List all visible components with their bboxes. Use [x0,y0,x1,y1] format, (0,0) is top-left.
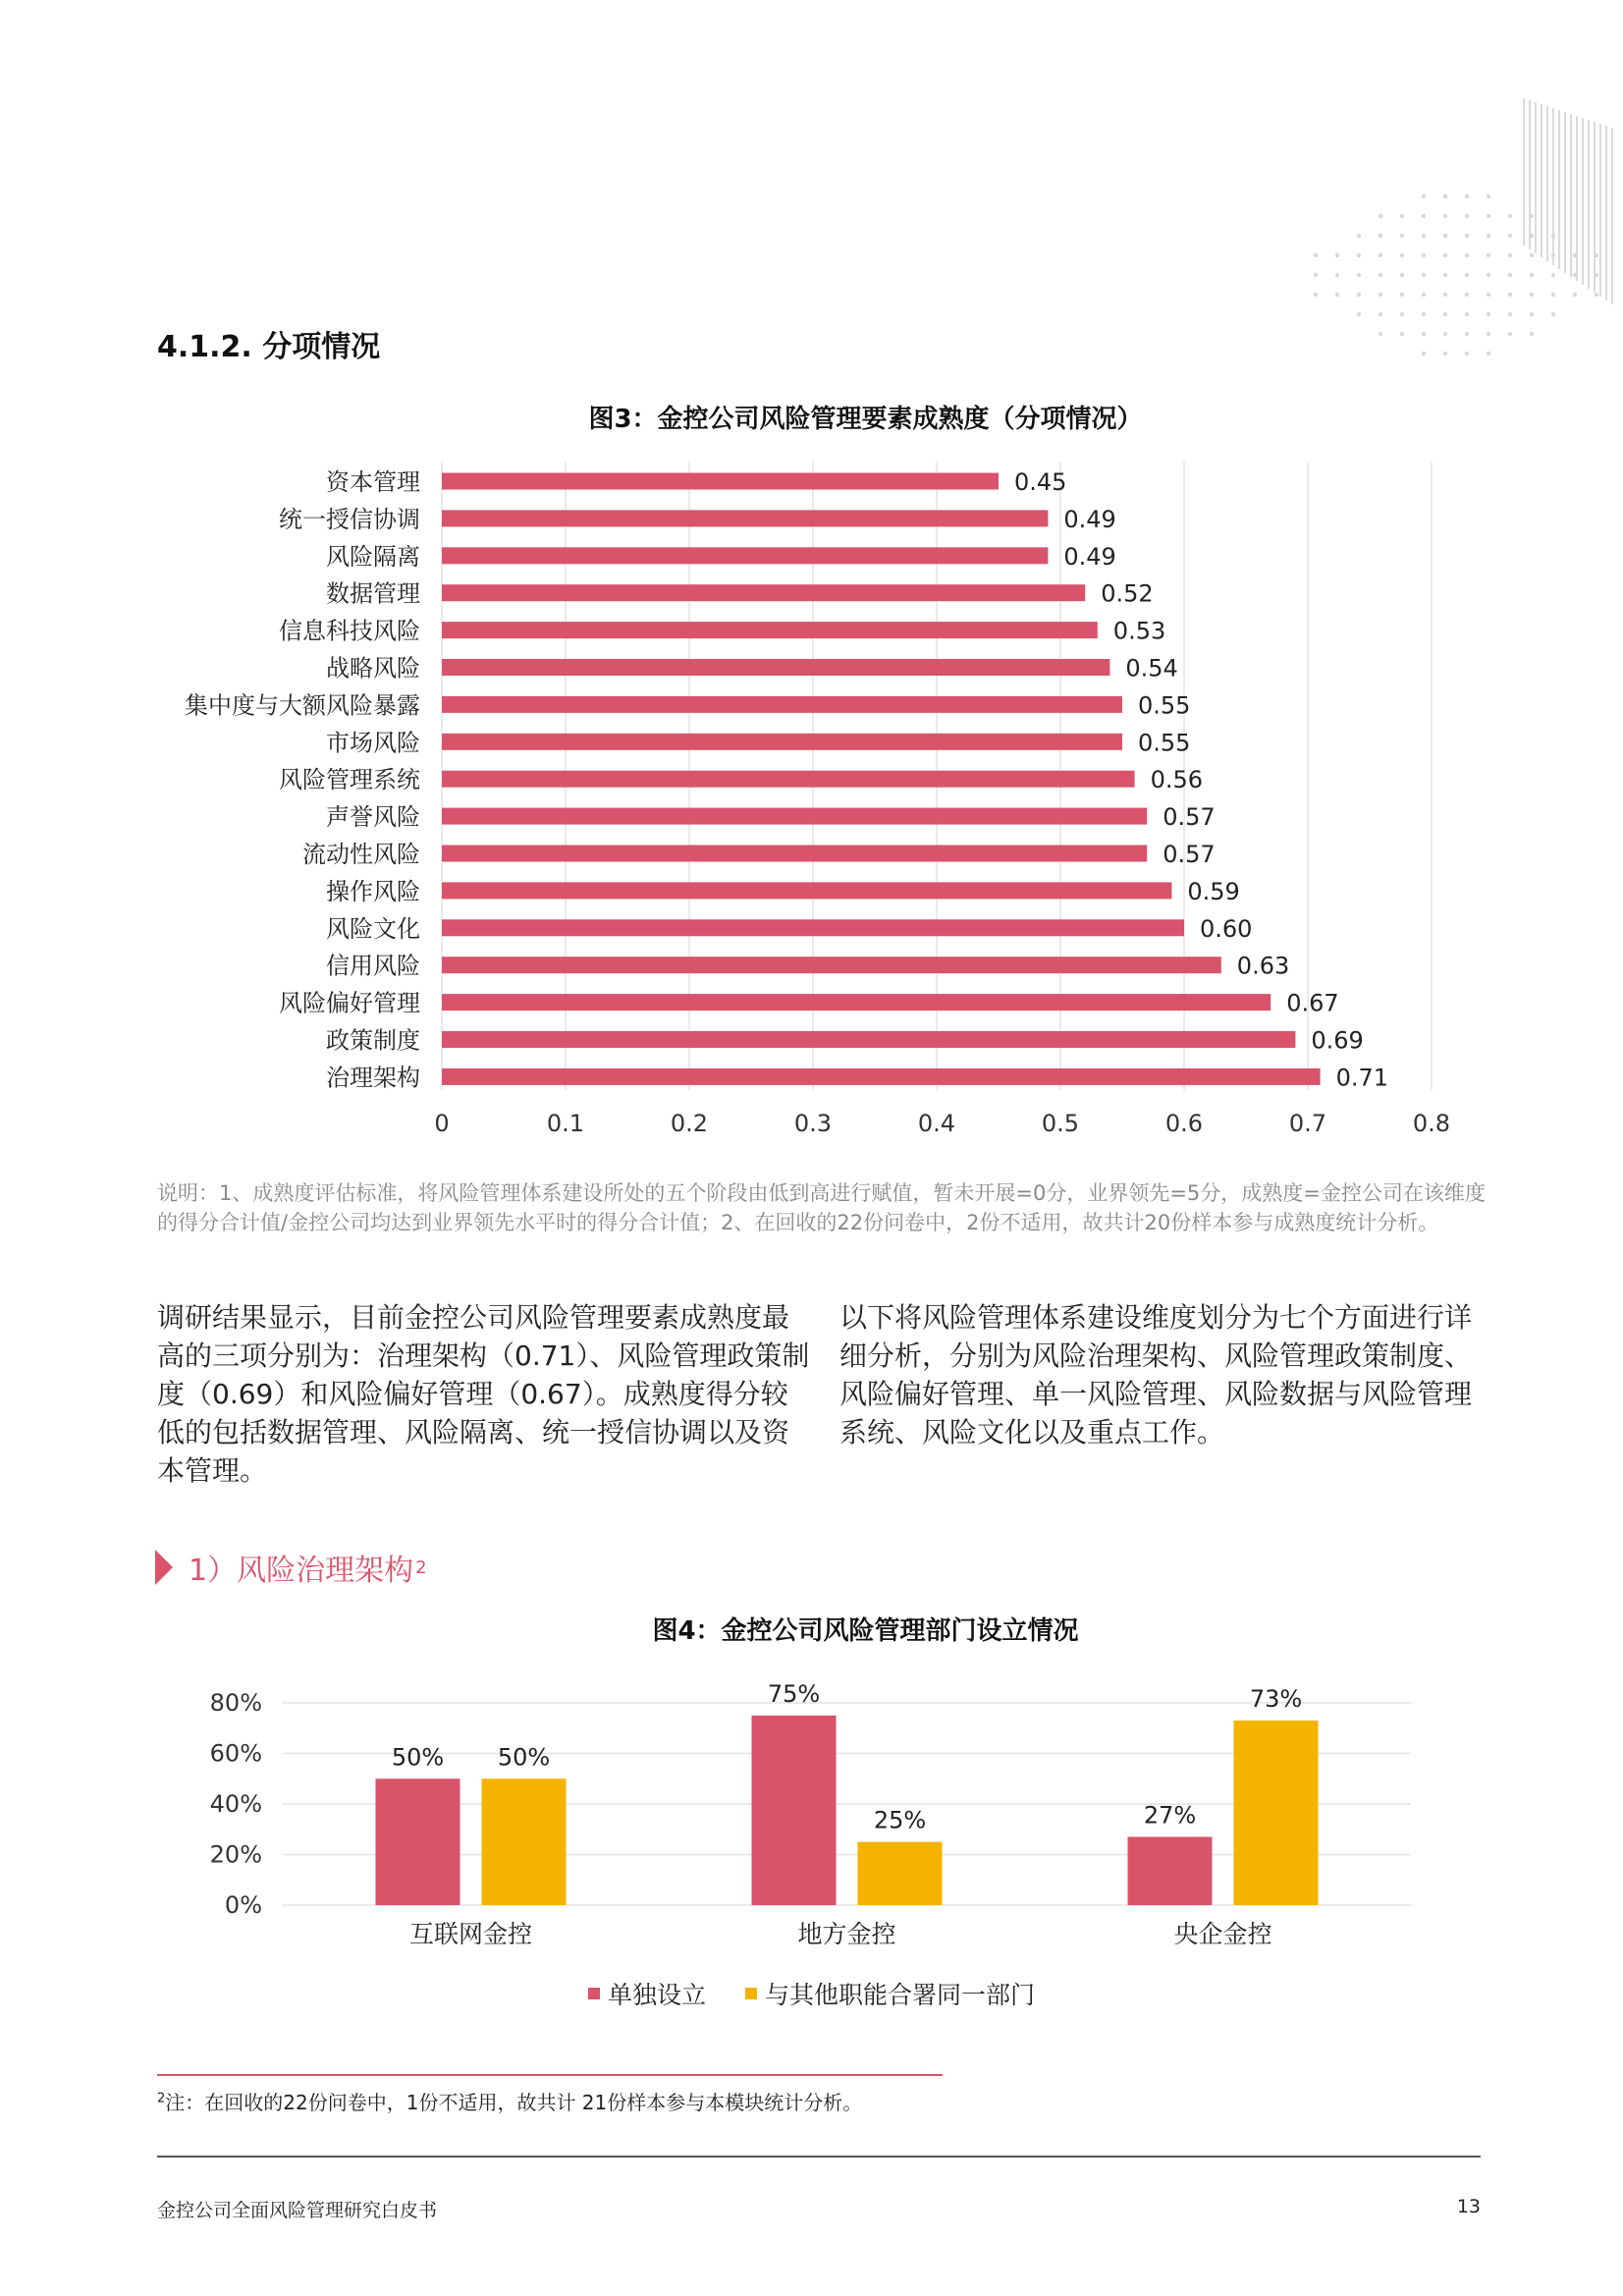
deco-dot [1443,234,1447,238]
bar [442,957,1221,973]
deco-dot [1357,312,1361,316]
bar [442,734,1122,750]
deco-dot [1443,194,1447,198]
deco-dot [1530,234,1534,238]
deco-dot [1530,332,1534,336]
category-label: 数据管理 [326,579,420,608]
value-label: 0.52 [1101,579,1154,608]
category-label: 信息科技风险 [279,617,420,645]
deco-dot [1465,234,1469,238]
chart-legend [0,1976,1623,2011]
deco-dot [1551,293,1555,297]
body-text-left: 调研结果显示，目前金控公司风险管理要素成熟度最高的三项分别为：治理架构（0.71）、风险管理政策制度（0.69）和风险偏好管理（0.67）。成熟度得分较低的包括数据管理、风险隔离、统一授信协调以及资本管理。 [157,1301,810,1487]
deco-dot [1335,253,1339,257]
deco-dot [1487,253,1490,257]
subsection-label: 1）风险治理架构 [189,1554,414,1588]
value-label: 50% [391,1743,445,1772]
deco-dot [1314,253,1318,257]
deco-dot [1530,273,1534,277]
decorative-pattern [1296,88,1623,412]
deco-dot [1465,332,1469,336]
deco-dot [1465,312,1469,316]
bar [442,696,1122,713]
deco-dot [1530,214,1534,218]
value-label: 25% [873,1806,927,1834]
deco-dot [1443,253,1447,257]
value-label: 73% [1249,1685,1303,1714]
deco-dot [1487,312,1490,316]
section-heading: 4.1.2. 分项情况 [157,330,381,364]
deco-dot [1508,293,1512,297]
deco-dot [1508,273,1512,277]
bar [442,510,1048,526]
maturity-bar-chart [0,442,1623,1149]
deco-dot [1487,194,1490,198]
x-tick-label: 0.8 [1412,1110,1451,1137]
value-label: 0.59 [1187,877,1240,905]
deco-dot [1551,312,1555,316]
bar [442,994,1271,1011]
deco-dot [1443,293,1447,297]
value-label: 0.54 [1125,654,1178,683]
deco-dot [1400,312,1404,316]
deco-dot [1487,352,1490,355]
deco-dot [1465,293,1469,297]
bar [442,808,1147,825]
category-label: 集中度与大额风险暴露 [185,691,420,720]
value-label: 0.69 [1311,1026,1364,1055]
deco-dot [1465,273,1469,277]
deco-dot [1335,293,1339,297]
deco-dot [1357,293,1361,297]
deco-dot [1551,234,1555,238]
deco-dot [1573,273,1577,277]
value-label: 0.57 [1163,841,1216,868]
deco-dot [1508,332,1512,336]
subsection-heading [155,1546,427,1589]
deco-dot [1357,273,1361,277]
deco-dot [1379,253,1382,257]
deco-dot [1465,352,1469,355]
footer-divider [157,2156,1481,2158]
category-label: 市场风险 [326,729,420,757]
deco-dot [1400,214,1404,218]
y-tick-label: 40% [209,1790,262,1818]
bar [1128,1836,1213,1905]
value-label: 0.55 [1138,729,1191,757]
deco-dot [1422,352,1426,355]
bar [442,584,1085,601]
category-label: 战略风险 [326,654,420,683]
bar [376,1778,460,1905]
deco-dot [1443,214,1447,218]
bar [752,1716,837,1905]
legend-item-separate [588,1976,706,2011]
deco-dot [1422,312,1426,316]
value-label: 0.49 [1063,505,1116,533]
value-label: 0.71 [1335,1064,1389,1092]
category-label: 风险偏好管理 [279,989,420,1017]
footnote-divider [157,2074,943,2076]
deco-dot [1379,214,1382,218]
deco-dot [1487,332,1490,336]
legend-label: 单独设立 [607,1981,706,2009]
deco-dot [1530,253,1534,257]
value-label: 0.55 [1138,691,1191,720]
category-label: 风险文化 [326,914,420,943]
deco-dot [1595,273,1598,277]
footer-title: 金控公司全面风险管理研究白皮书 [157,2200,438,2221]
footnote [157,2087,862,2115]
bar [1234,1721,1319,1905]
y-tick-label: 60% [209,1739,262,1768]
bar [442,1068,1321,1085]
deco-dot [1422,273,1426,277]
value-label: 0.45 [1014,468,1067,496]
deco-dot [1595,293,1598,297]
deco-dot [1508,253,1512,257]
category-label: 资本管理 [326,468,420,496]
figure4-title: 图4：金控公司风险管理部门设立情况 [652,1616,1079,1646]
deco-dot [1573,293,1577,297]
deco-dot [1530,293,1534,297]
legend-swatch-gold [745,1988,757,1999]
y-tick-label: 20% [209,1840,262,1869]
x-tick-label: 0 [434,1110,450,1137]
value-label: 0.67 [1286,989,1339,1017]
x-tick-label: 0.6 [1164,1110,1204,1137]
category-label: 流动性风险 [302,841,420,868]
deco-dot [1487,273,1490,277]
deco-dot [1422,332,1426,336]
deco-dot [1379,312,1382,316]
deco-dot [1314,273,1318,277]
deco-dot [1400,273,1404,277]
deco-dot [1573,253,1577,257]
deco-dot [1443,273,1447,277]
deco-dot [1422,214,1426,218]
page-number: 13 [1456,2196,1481,2217]
x-tick-label: 0.7 [1288,1110,1327,1137]
category-label: 地方金控 [797,1920,896,1948]
value-label: 0.60 [1200,914,1253,943]
value-label: 50% [497,1743,551,1772]
deco-dot [1357,253,1361,257]
deco-dot [1551,253,1555,257]
bar [482,1778,567,1905]
deco-dot [1422,293,1426,297]
category-label: 央企金控 [1173,1920,1272,1948]
deco-dot [1422,234,1426,238]
footnote-text: 注：在回收的22份问卷中，1份不适用，故共计 21份样本参与本模块统计分析。 [165,2091,863,2114]
deco-dot [1487,234,1490,238]
y-tick-label: 80% [209,1689,262,1717]
deco-dot [1335,273,1339,277]
deco-dot [1443,332,1447,336]
category-label: 操作风险 [326,877,420,905]
deco-dot [1487,293,1490,297]
value-label: 0.63 [1236,952,1290,980]
deco-dot [1422,194,1426,198]
category-label: 声誉风险 [326,803,420,832]
bar [858,1842,943,1905]
deco-dot [1400,293,1404,297]
body-text-right: 以下将风险管理体系建设维度划分为七个方面进行详细分析，分别为风险治理架构、风险管理政策制度、风险偏好管理、单一风险管理、风险数据与风险管理系统、风险文化以及重点工作。 [839,1301,1473,1449]
deco-dot [1379,332,1382,336]
deco-dot [1508,234,1512,238]
triangle-marker-icon [155,1550,173,1585]
category-label: 风险隔离 [326,542,420,571]
value-label: 0.57 [1163,803,1216,832]
value-label: 0.53 [1112,617,1166,645]
value-label: 75% [767,1679,821,1708]
deco-dot [1530,312,1534,316]
deco-dot [1379,273,1382,277]
bar [442,547,1048,564]
y-tick-label: 0% [224,1891,262,1919]
department-bar-chart [0,1660,1623,1954]
deco-dot [1400,234,1404,238]
deco-dot [1357,234,1361,238]
category-label: 治理架构 [326,1064,420,1092]
figure3-note: 说明：1、成熟度评估标准，将风险管理体系建设所处的五个阶段由低到高进行赋值，暂未开展=0分，业界领先=5分，成熟度=金控公司在该维度的得分合计值/金控公司均达到业界领先水平时的得分合计值；2、在回收的22份问卷中，2份不适用，故共计20份样本参与成熟度统计分析。 [157,1181,1486,1234]
x-tick-label: 0.1 [546,1110,585,1137]
deco-dot [1595,253,1598,257]
x-tick-label: 0.3 [793,1110,833,1137]
category-label: 风险管理系统 [279,766,420,794]
deco-dot [1443,352,1447,355]
legend-item-combined [745,1976,1035,2011]
subsection-footnote-ref: 2 [415,1557,427,1578]
deco-dot [1400,332,1404,336]
deco-dot [1465,214,1469,218]
category-label: 信用风险 [326,952,420,980]
deco-dot [1487,214,1490,218]
deco-dot [1465,253,1469,257]
deco-dot [1422,253,1426,257]
category-label: 互联网金控 [408,1920,533,1948]
bar [442,771,1135,788]
bar [442,473,999,490]
value-label: 0.49 [1063,542,1116,571]
deco-dot [1314,293,1318,297]
bar [442,919,1184,936]
bar [442,846,1147,862]
value-label: 0.56 [1150,766,1204,794]
category-label: 政策制度 [326,1026,420,1055]
legend-label: 与其他职能合署同一部门 [765,1981,1036,2009]
bar [442,659,1109,676]
x-tick-label: 0.5 [1041,1110,1080,1137]
x-tick-label: 0.4 [917,1110,956,1137]
deco-dot [1379,234,1382,238]
value-label: 27% [1143,1801,1197,1830]
figure3-title: 图3：金控公司风险管理要素成熟度（分项情况） [588,405,1143,434]
category-label: 统一授信协调 [279,505,420,533]
legend-swatch-pink [588,1988,600,1999]
bar [442,882,1171,899]
footnote-number: 2 [157,2091,166,2106]
deco-dot [1379,293,1382,297]
bar [442,1031,1295,1048]
bar [442,622,1098,638]
deco-dot [1508,214,1512,218]
deco-dot [1508,312,1512,316]
x-tick-label: 0.2 [670,1110,709,1137]
deco-dot [1400,253,1404,257]
deco-dot [1465,194,1469,198]
deco-dot [1551,273,1555,277]
deco-dot [1443,312,1447,316]
